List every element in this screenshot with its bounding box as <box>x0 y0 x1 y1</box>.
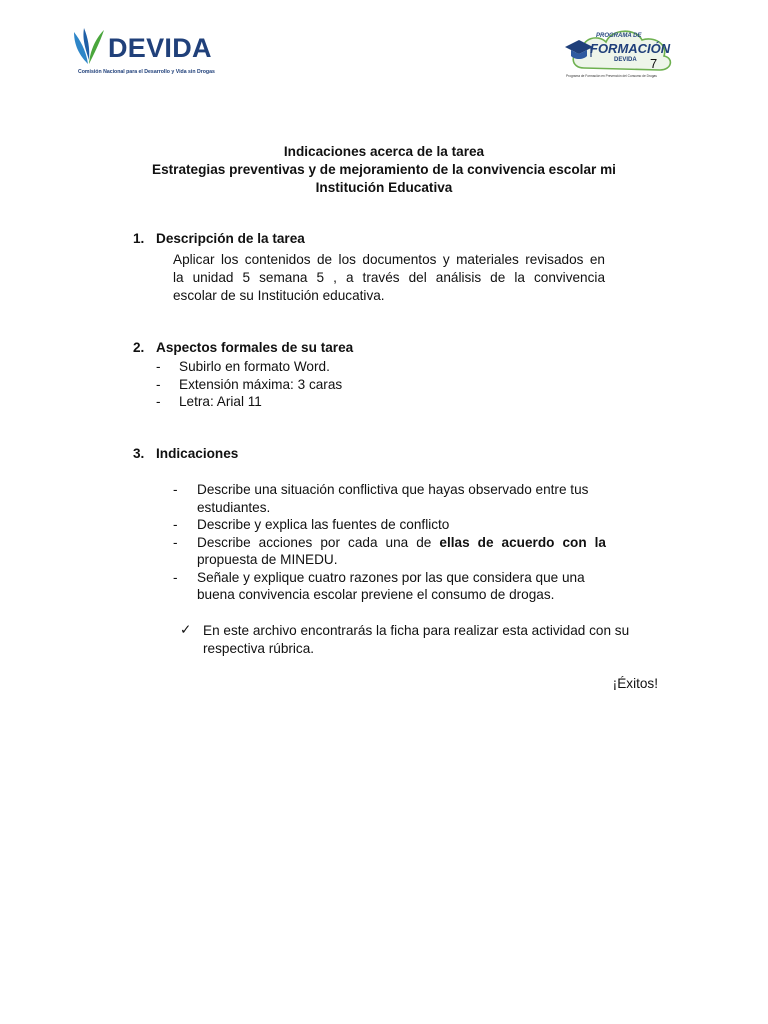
dash-bullet: - <box>156 359 161 374</box>
programa-fineprint: Programa de Formación en Prevención del Consumo de Drogas <box>566 74 657 78</box>
document-subtitle-line2: Institución Educativa <box>315 180 453 195</box>
formacion-label: FORMACIÓN <box>590 41 671 56</box>
page-number: 7 <box>650 56 658 71</box>
description-line: Aplicar los contenidos de los documentos y materiales revisados en <box>173 252 605 267</box>
dash-bullet: - <box>173 569 178 585</box>
leaf-icon <box>70 26 108 68</box>
formal-aspects-list <box>156 358 456 411</box>
section-3-number: 3. <box>133 446 145 461</box>
list-item: - Letra: Arial 11 <box>156 394 262 409</box>
list-item: - Subirlo en formato Word. <box>156 359 330 374</box>
section-2-number: 2. <box>133 340 145 355</box>
list-item: - Señale y explique cuatro razones por las que considera que una buena convivencia escolar previene el consumo de drogas. <box>173 569 585 602</box>
list-item: - Describe y explica las fuentes de conflicto <box>173 517 450 532</box>
devida-subtitle: Comisión Nacional para el Desarrollo y Vida sin Drogas <box>78 69 215 75</box>
closing-text: ¡Éxitos! <box>612 676 658 691</box>
devida-logo <box>70 24 230 84</box>
programa-label: PROGRAMA DE <box>596 33 642 39</box>
check-icon: ✓ <box>180 622 192 637</box>
dash-bullet: - <box>173 517 178 532</box>
list-item: - Describe una situación conflictiva que hayas observado entre tus estudiantes. <box>173 482 589 515</box>
devida-small-label: DEVIDA <box>614 57 637 63</box>
list-item: - Describe acciones por cada una de ellas de acuerdo con la propuesta de MINEDU. <box>173 534 606 567</box>
dash-bullet: - <box>156 376 161 392</box>
description-line: escolar de su Institución educativa. <box>173 288 385 303</box>
document-title: Indicaciones acerca de la tarea <box>283 144 485 159</box>
section-3-title: Indicaciones <box>156 446 239 461</box>
file-note: En este archivo encontrarás la ficha para realizar esta actividad con su respectiva rúbrica. <box>203 623 630 656</box>
section-1-title: Descripción de la tarea <box>156 231 305 246</box>
section-1-description <box>173 251 605 305</box>
description-line: la unidad 5 semana 5 , a través del análisis de la convivencia <box>173 270 605 285</box>
indications-list <box>173 481 606 604</box>
list-item: - Extensión máxima: 3 caras <box>156 376 343 392</box>
dash-bullet: - <box>173 534 178 550</box>
dash-bullet: - <box>156 394 161 409</box>
document-subtitle-line1: Estrategias preventivas y de mejoramiento de la convivencia escolar mi <box>152 162 616 177</box>
bold-emphasis: ellas de acuerdo con la <box>439 534 606 550</box>
devida-wordmark: DEVIDA <box>108 33 212 63</box>
programa-formacion-logo <box>560 24 676 84</box>
section-1-number: 1. <box>133 231 145 246</box>
section-2-title: Aspectos formales de su tarea <box>156 340 354 355</box>
dash-bullet: - <box>173 482 178 497</box>
